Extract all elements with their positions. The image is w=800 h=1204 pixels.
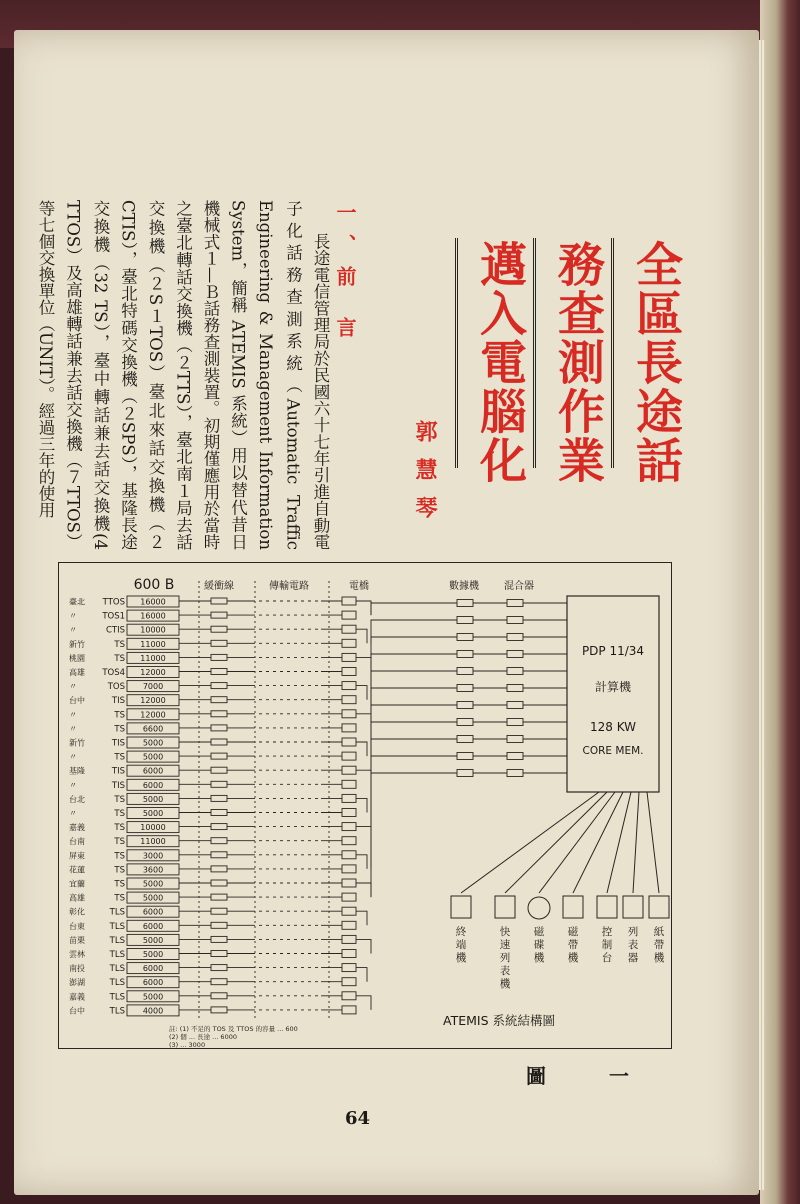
modem-box — [457, 753, 473, 760]
buffer-box — [211, 711, 227, 717]
capacity-value: 5000 — [142, 879, 164, 889]
buffer-box — [211, 951, 227, 957]
modem-box — [457, 719, 473, 726]
buffer-box — [211, 894, 227, 900]
location-label: 苗栗 — [69, 935, 85, 945]
column-header: 混合器 — [504, 581, 534, 592]
buffer-box — [211, 993, 227, 999]
bridge-box — [342, 851, 356, 859]
unit-code: TLS — [109, 1006, 125, 1017]
location-label: 〃 — [69, 809, 77, 818]
location-label: 台南 — [69, 837, 85, 847]
location-label: 台北 — [69, 794, 85, 804]
device-label: 終 — [455, 926, 467, 938]
bridge-box — [342, 1006, 356, 1014]
mixer-box — [507, 651, 523, 658]
bridge-box — [342, 879, 356, 887]
buffer-box — [211, 908, 227, 914]
location-label: 台中 — [69, 1006, 85, 1016]
computer-label: 計算機 — [594, 680, 632, 694]
device-label: 列 — [499, 952, 511, 964]
bridge-box — [342, 935, 356, 943]
buffer-box — [211, 725, 227, 731]
device-icon — [597, 896, 617, 918]
mixer-box — [507, 634, 523, 641]
title-rule-3 — [455, 238, 458, 468]
device-link — [607, 792, 631, 893]
bridge-box — [342, 653, 356, 661]
book-cover-right — [760, 0, 800, 1204]
modem-line — [371, 654, 567, 700]
mixer-box — [507, 753, 523, 760]
buffer-box — [211, 795, 227, 801]
unit-code: TLS — [109, 992, 125, 1003]
capacity-value: 5000 — [142, 992, 164, 1002]
capacity-value: 6000 — [142, 964, 164, 974]
title-rule-2 — [533, 238, 536, 468]
unit-code: TS — [114, 794, 125, 805]
capacity-value: 5000 — [142, 950, 164, 959]
location-label: 新竹 — [69, 738, 85, 748]
modem-box — [457, 600, 473, 607]
diagram-footnote: (3) ... 3000 — [169, 1041, 206, 1049]
device-link — [573, 792, 623, 893]
capacity-value: 5000 — [142, 794, 164, 804]
modem-box — [457, 685, 473, 692]
bridge-box — [342, 837, 356, 845]
buffer-box — [211, 753, 227, 759]
device-label: 機 — [533, 952, 545, 964]
location-label: 〃 — [69, 611, 77, 621]
column-header: 數據機 — [449, 581, 479, 592]
capacity-value: 6000 — [142, 921, 164, 931]
capacity-value: 7000 — [142, 682, 164, 692]
capacity-value: 16000 — [140, 611, 166, 621]
unit-code: TTOS — [102, 597, 125, 608]
device-label: 帶 — [653, 939, 665, 951]
location-label: 雲林 — [69, 950, 85, 959]
modem-box — [457, 668, 473, 675]
device-link — [505, 792, 607, 893]
capacity-value: 11000 — [140, 837, 166, 847]
device-label: 表 — [627, 939, 639, 951]
bridge-box — [342, 696, 356, 704]
bridge-link — [356, 601, 371, 615]
unit-code: TOS4 — [102, 668, 125, 678]
bridge-link — [356, 827, 371, 841]
location-label: 彰化 — [69, 907, 85, 917]
buffer-box — [211, 697, 227, 703]
modem-box — [457, 736, 473, 743]
bridge-link — [356, 855, 367, 869]
bridge-box — [342, 738, 356, 746]
bridge-box — [342, 809, 356, 817]
location-label: 台東 — [69, 921, 85, 931]
location-label: 新竹 — [69, 639, 85, 649]
location-label: 南投 — [69, 964, 85, 974]
mixer-box — [507, 770, 523, 777]
unit-code: CTIS — [105, 625, 125, 636]
location-label: 高雄 — [69, 668, 85, 677]
buffer-box — [211, 965, 227, 971]
device-label: 速 — [499, 939, 511, 951]
buffer-box — [211, 852, 227, 858]
unit-code: TLS — [109, 964, 125, 975]
device-icon — [495, 896, 515, 918]
buffer-box — [211, 781, 227, 787]
location-label: 〃 — [69, 780, 77, 790]
device-label: 控 — [601, 926, 613, 938]
title-rule-1 — [611, 238, 614, 468]
capacity-value: 5000 — [142, 809, 164, 818]
modem-box — [457, 617, 473, 624]
capacity-value: 6600 — [142, 724, 164, 734]
body-paragraph: 長途電信管理局於民國六十七年引進自動電子化話務查測系統（Automatic Traffic Engineering & Management Information System，簡稱 ATEMIS 系統）用以替代昔日機械式１—Ｂ話務查測裝置。初期僅應用於當時之臺北轉話交換機（２TTS），臺北南１局去話交換機（２S１TOS）臺北來話交換機（２CTIS），臺北特碼交換機（２SPS），基隆長途交換機（32 TS），臺中轉話兼去話交換機(4 TTOS）及高雄轉話兼去話交換機（７TTOS）等七個交換單位（UNIT）。經過三年的使用 — [36, 200, 330, 550]
modem-box — [457, 651, 473, 658]
unit-code: TOS — [107, 682, 125, 693]
device-label: 台 — [601, 952, 613, 964]
capacity-value: 12000 — [140, 696, 166, 706]
column-header: 600 B — [133, 577, 175, 593]
bridge-box — [342, 668, 356, 676]
buffer-box — [211, 866, 227, 872]
bridge-box — [342, 710, 356, 718]
unit-code: TS — [114, 851, 125, 862]
bridge-link — [356, 714, 371, 728]
unit-code: TLS — [109, 950, 125, 960]
unit-code: TS — [114, 823, 125, 834]
bridge-link — [356, 939, 371, 953]
capacity-value: 11000 — [140, 639, 166, 649]
bridge-link — [356, 770, 371, 784]
capacity-value: 11000 — [140, 653, 166, 663]
capacity-value: 10000 — [140, 625, 166, 635]
buffer-box — [211, 683, 227, 689]
bridge-box — [342, 921, 356, 929]
location-label: 台中 — [69, 696, 85, 706]
buffer-box — [211, 824, 227, 830]
column-header: 傳輸電路 — [269, 581, 309, 592]
location-label: 花蓮 — [69, 865, 85, 875]
capacity-value: 6000 — [142, 907, 164, 917]
location-label: 臺北 — [69, 597, 85, 607]
device-link — [539, 792, 615, 893]
device-icon — [563, 896, 583, 918]
device-label: 表 — [499, 965, 511, 977]
device-icon — [649, 896, 669, 918]
capacity-value: 12000 — [140, 668, 166, 677]
buffer-box — [211, 1007, 227, 1013]
bridge-box — [342, 893, 356, 901]
diagram-title: ATEMIS 系統結構圖 — [443, 1013, 555, 1028]
mixer-box — [507, 668, 523, 675]
device-label: 磁 — [533, 926, 545, 938]
capacity-value: 3000 — [142, 851, 164, 861]
system-diagram — [59, 563, 671, 1048]
mixer-box — [507, 685, 523, 692]
bridge-link — [356, 798, 367, 812]
unit-code: TS — [114, 865, 125, 876]
buffer-box — [211, 936, 227, 942]
location-label: 屏東 — [69, 851, 85, 861]
unit-code: TIS — [111, 780, 125, 791]
bridge-link — [356, 911, 367, 925]
unit-code: TS — [114, 879, 125, 890]
capacity-value: 5000 — [142, 738, 164, 748]
modem-line — [371, 773, 567, 897]
device-icon — [528, 897, 550, 919]
unit-code: TIS — [111, 738, 125, 749]
mixer-box — [507, 600, 523, 607]
bridge-box — [342, 766, 356, 774]
bridge-box — [342, 964, 356, 972]
device-label: 列 — [627, 926, 639, 938]
unit-code: TLS — [109, 978, 125, 989]
computer-memory: 128 KW — [589, 720, 637, 734]
buffer-box — [211, 739, 227, 745]
unit-code: TIS — [111, 696, 125, 707]
bridge-link — [356, 996, 371, 1010]
device-icon — [451, 896, 471, 918]
capacity-value: 5000 — [142, 893, 164, 903]
unit-code: TLS — [109, 907, 125, 918]
bridge-box — [342, 611, 356, 619]
capacity-value: 16000 — [140, 597, 166, 607]
device-label: 紙 — [653, 926, 665, 938]
unit-code: TLS — [109, 921, 125, 932]
device-label: 機 — [653, 952, 665, 964]
computer-memory-type: CORE MEM. — [582, 745, 644, 757]
mixer-box — [507, 736, 523, 743]
bridge-box — [342, 780, 356, 788]
unit-code: TS — [114, 752, 125, 763]
device-link — [647, 792, 659, 893]
buffer-box — [211, 669, 227, 675]
section-heading: 一、前 言 — [333, 202, 357, 349]
device-label: 碟 — [533, 939, 545, 951]
device-label: 機 — [455, 952, 467, 964]
bridge-link — [356, 968, 367, 982]
unit-code: TS — [114, 653, 125, 664]
mixer-box — [507, 719, 523, 726]
location-label: 桃園 — [69, 653, 85, 663]
bridge-box — [342, 625, 356, 633]
device-label: 端 — [455, 939, 467, 951]
modem-box — [457, 702, 473, 709]
mixer-box — [507, 702, 523, 709]
figure-caption: 圖 一 — [526, 1064, 657, 1088]
bridge-box — [342, 992, 356, 1000]
unit-code: TIS — [111, 766, 125, 777]
device-label: 快 — [499, 926, 511, 938]
device-label: 機 — [567, 952, 579, 964]
author-name: 郭慧琴 — [412, 420, 437, 534]
unit-code: TS — [114, 809, 125, 819]
unit-code: TLS — [109, 935, 125, 946]
bridge-link — [356, 742, 367, 756]
buffer-box — [211, 922, 227, 928]
buffer-box — [211, 880, 227, 886]
buffer-box — [211, 598, 227, 604]
buffer-box — [211, 979, 227, 985]
bridge-box — [342, 978, 356, 986]
bridge-link — [356, 883, 371, 897]
buffer-box — [211, 810, 227, 816]
diagram-footnote: (2) 個 ... 長途 ... 6000 — [169, 1033, 237, 1041]
buffer-box — [211, 767, 227, 773]
location-label: 宜蘭 — [69, 879, 85, 889]
bridge-link — [356, 686, 367, 700]
bridge-box — [342, 639, 356, 647]
location-label: 〃 — [69, 682, 77, 692]
capacity-value: 4000 — [142, 1006, 164, 1016]
bridge-box — [342, 682, 356, 690]
location-label: 嘉義 — [69, 823, 85, 833]
location-label: 〃 — [69, 724, 77, 734]
device-label: 磁 — [567, 926, 579, 938]
location-label: 高雄 — [69, 893, 85, 903]
unit-code: TS — [114, 710, 125, 721]
article-title-line-1: 全區長途話 — [628, 240, 683, 485]
bridge-box — [342, 950, 356, 958]
location-label: 〃 — [69, 710, 77, 720]
buffer-box — [211, 654, 227, 660]
mixer-box — [507, 617, 523, 624]
bridge-box — [342, 865, 356, 873]
bridge-box — [342, 823, 356, 831]
device-label: 帶 — [567, 939, 579, 951]
device-link — [633, 792, 639, 893]
bridge-box — [342, 597, 356, 605]
bridge-link — [356, 657, 371, 671]
modem-box — [457, 770, 473, 777]
article-body — [36, 200, 334, 550]
capacity-value: 10000 — [140, 823, 166, 833]
bridge-box — [342, 724, 356, 732]
location-label: 澎湖 — [69, 978, 85, 988]
capacity-value: 5000 — [142, 935, 164, 945]
device-label: 器 — [627, 952, 639, 964]
computer-model: PDP 11/34 — [581, 644, 645, 658]
unit-code: TS — [114, 724, 125, 735]
bridge-box — [342, 907, 356, 915]
article-title-line-2: 務查測作業 — [550, 240, 605, 485]
location-label: 〃 — [69, 625, 77, 635]
buffer-box — [211, 626, 227, 632]
page-number: 64 — [345, 1108, 371, 1129]
article-title-line-3: 邁入電腦化 — [472, 240, 527, 485]
buffer-box — [211, 612, 227, 618]
capacity-value: 6000 — [142, 766, 164, 776]
bridge-box — [342, 794, 356, 802]
unit-code: TS — [114, 893, 125, 904]
buffer-box — [211, 838, 227, 844]
capacity-value: 3600 — [142, 865, 164, 875]
bridge-box — [342, 752, 356, 760]
capacity-value: 6000 — [142, 780, 164, 790]
modem-box — [457, 634, 473, 641]
column-header: 緩衝線 — [204, 581, 234, 592]
capacity-value: 6000 — [142, 978, 164, 988]
device-label: 機 — [499, 978, 511, 990]
location-label: 基隆 — [69, 766, 85, 776]
system-diagram-frame — [58, 562, 672, 1049]
buffer-box — [211, 640, 227, 646]
unit-code: TOS1 — [102, 611, 125, 622]
location-label: 嘉義 — [69, 992, 85, 1002]
capacity-value: 5000 — [142, 752, 164, 762]
unit-code: TS — [114, 639, 125, 650]
device-icon — [623, 896, 643, 918]
diagram-footnote: 註: (1) 不足的 TOS 及 TTOS 的容量 ... 600 — [169, 1025, 298, 1033]
unit-code: TS — [114, 837, 125, 848]
computer-box — [567, 596, 659, 792]
capacity-value: 12000 — [140, 710, 166, 720]
bridge-link — [356, 629, 367, 643]
location-label: 〃 — [69, 752, 77, 762]
column-header: 電橋 — [349, 581, 369, 592]
device-link — [461, 792, 599, 893]
device-label: 制 — [601, 939, 613, 951]
